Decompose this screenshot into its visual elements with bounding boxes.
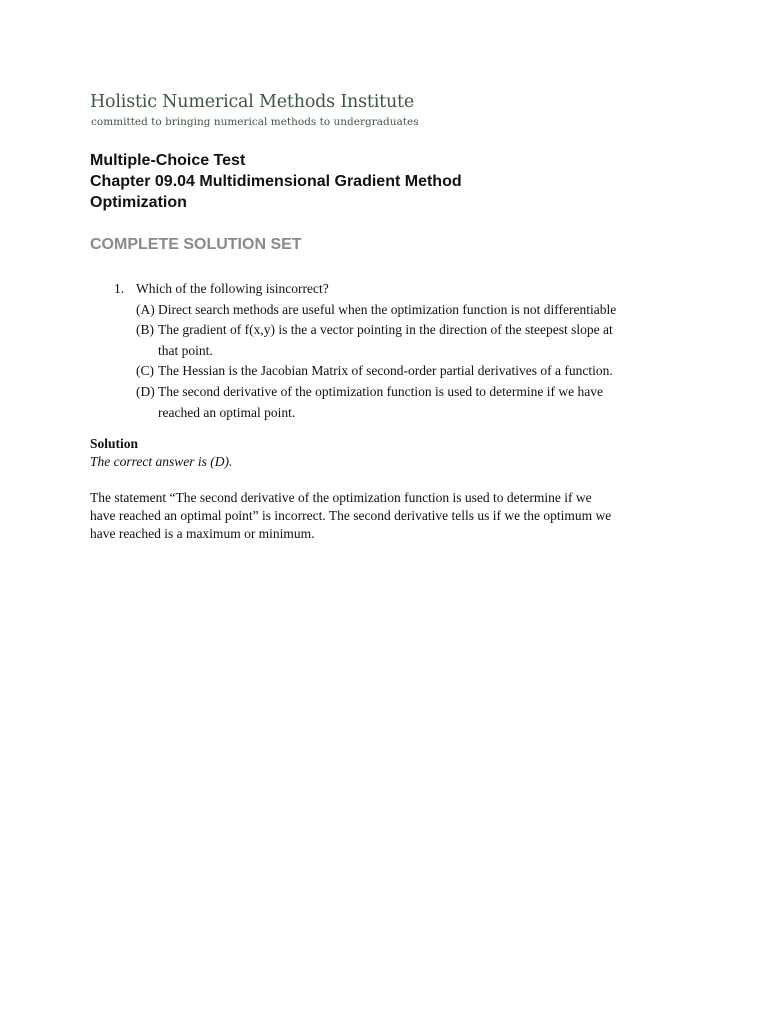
test-title: Multiple-Choice Test bbox=[90, 152, 246, 169]
explanation-line2: have reached an optimal point” is incorrect. The second derivative tells us if we the optimum we bbox=[90, 508, 612, 523]
chapter-title: Chapter 09.04 Multidimensional Gradient Method bbox=[90, 173, 462, 190]
option-b-text-line1: The gradient of f(x,y) is the a vector pointing in the direction of the steepest slope at bbox=[158, 322, 613, 337]
solution-set-heading: COMPLETE SOLUTION SET bbox=[90, 236, 302, 253]
question-number: 1. bbox=[114, 281, 125, 296]
option-c-letter: (C) bbox=[136, 363, 154, 378]
institute-logo-title: Holistic Numerical Methods Institute bbox=[90, 92, 415, 112]
option-b-letter: (B) bbox=[136, 322, 154, 337]
explanation-line3: have reached is a maximum or minimum. bbox=[90, 526, 315, 541]
option-a-letter: (A) bbox=[136, 302, 155, 317]
option-d-letter: (D) bbox=[136, 384, 155, 399]
question-text: Which of the following isincorrect? bbox=[136, 281, 329, 296]
option-d-text-line2: reached an optimal point. bbox=[158, 405, 296, 420]
option-a-text: Direct search methods are useful when the optimization function is not differentiable bbox=[158, 302, 617, 317]
explanation-line1: The statement “The second derivative of the optimization function is used to determine if we bbox=[90, 490, 592, 505]
option-d-text-line1: The second derivative of the optimization function is used to determine if we have bbox=[158, 384, 603, 399]
correct-answer: The correct answer is (D). bbox=[90, 454, 233, 469]
option-b-text-line2: that point. bbox=[158, 343, 213, 358]
solution-heading: Solution bbox=[90, 436, 139, 451]
institute-tagline: committed to bringing numerical methods to undergraduates bbox=[91, 116, 419, 128]
option-c-text: The Hessian is the Jacobian Matrix of second-order partial derivatives of a function. bbox=[158, 363, 613, 378]
topic-title: Optimization bbox=[90, 194, 187, 211]
